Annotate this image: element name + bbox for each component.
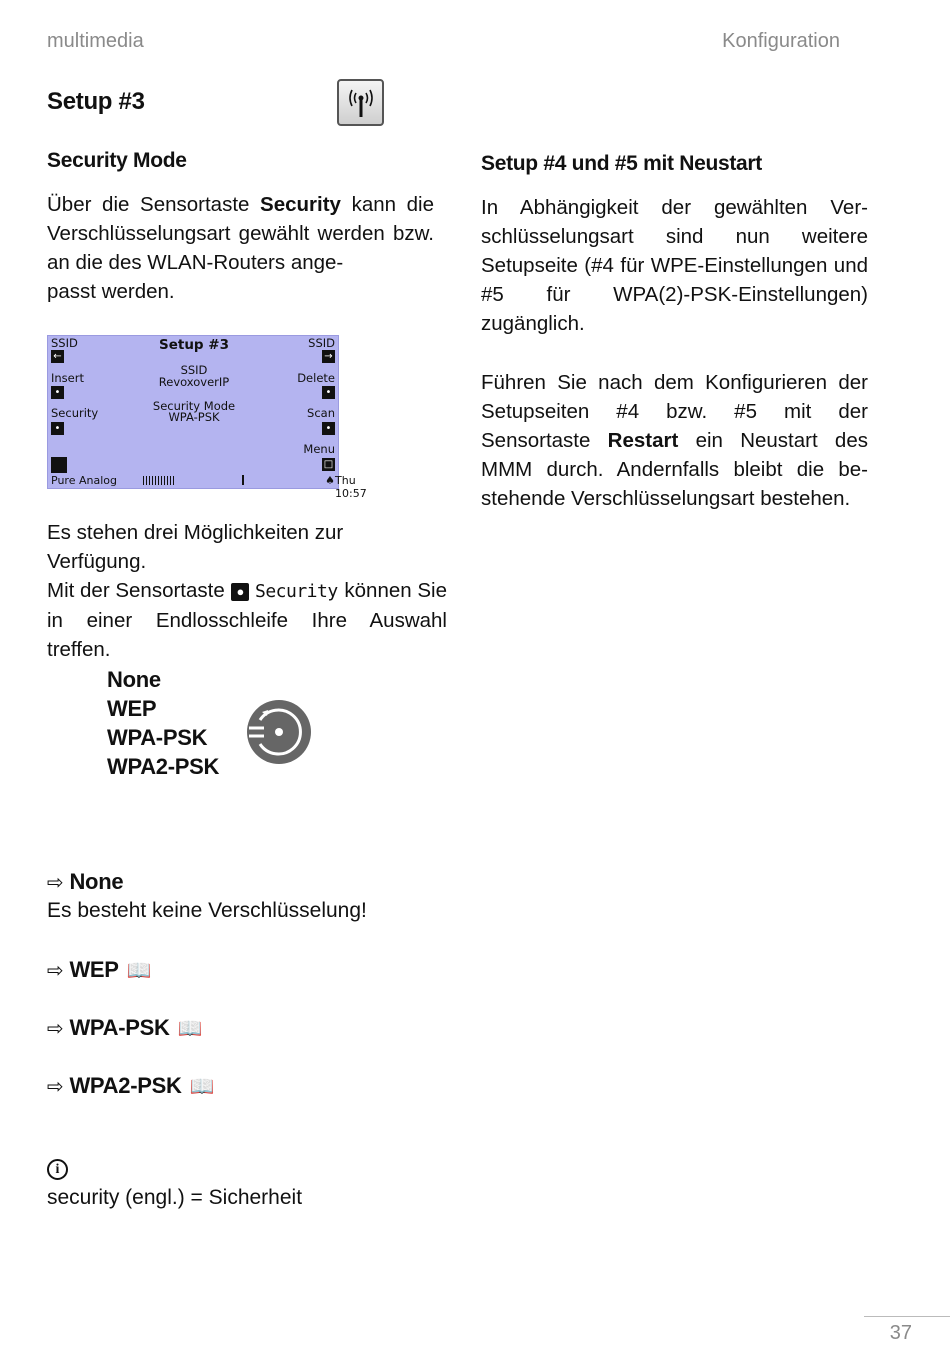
lcd-status-left: Pure Analog [51,474,117,487]
lcd-display [47,335,367,500]
book-icon: 📖 [189,1074,215,1098]
dot-key-icon: • [322,386,335,399]
lcd-top-right: SSID [308,336,335,350]
lcd-mode-value: WPA-PSK [168,410,220,424]
option-list-item: None [107,667,161,692]
right-heading: Setup #4 und #5 mit Neustart [481,152,762,175]
info-icon: i [47,1159,68,1180]
right-paragraph-1: In Abhängigkeit der gewählten Ver-schlüsselungsart sind nun weitere Setupseite (#4 für WPE-Einstellungen und #5 für WPA(2)-PSK-Einstellungen) zugänglich. [481,196,868,335]
rotary-knob-icon [246,698,312,766]
lcd-delete: Delete [297,371,335,385]
option-none-heading: ⇨ None [47,869,124,894]
right-paragraph-2: Führen Sie nach dem Konfigurieren der Setupseiten #4 bzw. #5 mit der Sensortaste Restart ein Neustart des MMM durch. Andernfalls bleibt die be-stehende Verschlüsselungsart bestehen. [481,371,868,510]
page-number: 37 [889,1322,912,1344]
option-list-item: WPA-PSK [107,725,208,750]
security-key-label: Security [260,193,341,216]
arrow-right-icon: ⇨ [47,870,64,894]
security-mode-heading: Security Mode [47,149,187,172]
security-key-label: Security [255,581,338,602]
lcd-insert: Insert [51,371,84,385]
option-wpa2-heading: ⇨ WPA2-PSK 📖 [47,1073,215,1098]
arrow-right-icon: ⇨ [47,1016,64,1040]
restart-key-label: Restart [607,429,679,452]
option-wep-heading: ⇨ WEP 📖 [47,957,152,982]
option-list-item: WEP [107,696,157,721]
info-text: security (engl.) = Sicherheit [47,1186,303,1209]
footer-divider [864,1316,950,1317]
arrow-left-icon: ← [51,350,64,363]
lcd-title: Setup #3 [158,337,229,353]
lcd-top-left: SSID [51,336,78,350]
lcd-ssid-value: RevoxoverIP [158,375,230,389]
dot-key-icon: • [322,422,335,435]
page-title: Setup #3 [47,88,145,115]
header-left: multimedia [47,30,144,52]
option-none-description: Es besteht keine Verschlüsselung! [47,899,367,922]
arrow-right-icon: ⇨ [47,958,64,982]
lcd-mode-label: Security Mode [152,399,236,413]
antenna-icon [345,87,377,119]
security-mode-paragraph: Über die Sensortaste Security kann die Verschlüsselungsart gewählt werden bzw. an die des WLAN-Routers ange- passt werden. [47,193,435,303]
option-wpa-heading: ⇨ WPA-PSK 📖 [47,1015,203,1040]
lcd-menu: Menu [303,442,335,456]
dot-key-icon: • [51,422,64,435]
lcd-scan: Scan [307,406,335,420]
wlan-button [337,79,384,126]
menu-key-icon: □ [323,459,334,470]
lcd-divider [242,475,244,485]
arrow-right-icon: → [322,350,335,363]
square-key-icon [51,457,67,473]
level-meter-icon [143,476,175,485]
dot-key-icon: • [51,386,64,399]
lcd-status-time: ♠ Thu 10:57 [325,474,367,500]
book-icon: 📖 [126,958,152,982]
header-right: Konfiguration [722,30,840,52]
dot-key-icon: ● [231,583,249,601]
lcd-security: Security [51,406,99,420]
possibilities-paragraph: Es stehen drei Möglichkeiten zur Verfügung. Mit der Sensortaste ● Security können Sie in einer Endlosschleife Ihre Auswahl treffen. [47,521,447,661]
book-icon: 📖 [177,1016,203,1040]
arrow-right-icon: ⇨ [47,1074,64,1098]
option-list-item: WPA2-PSK [107,754,220,779]
lcd-ssid-label: SSID [180,363,208,377]
